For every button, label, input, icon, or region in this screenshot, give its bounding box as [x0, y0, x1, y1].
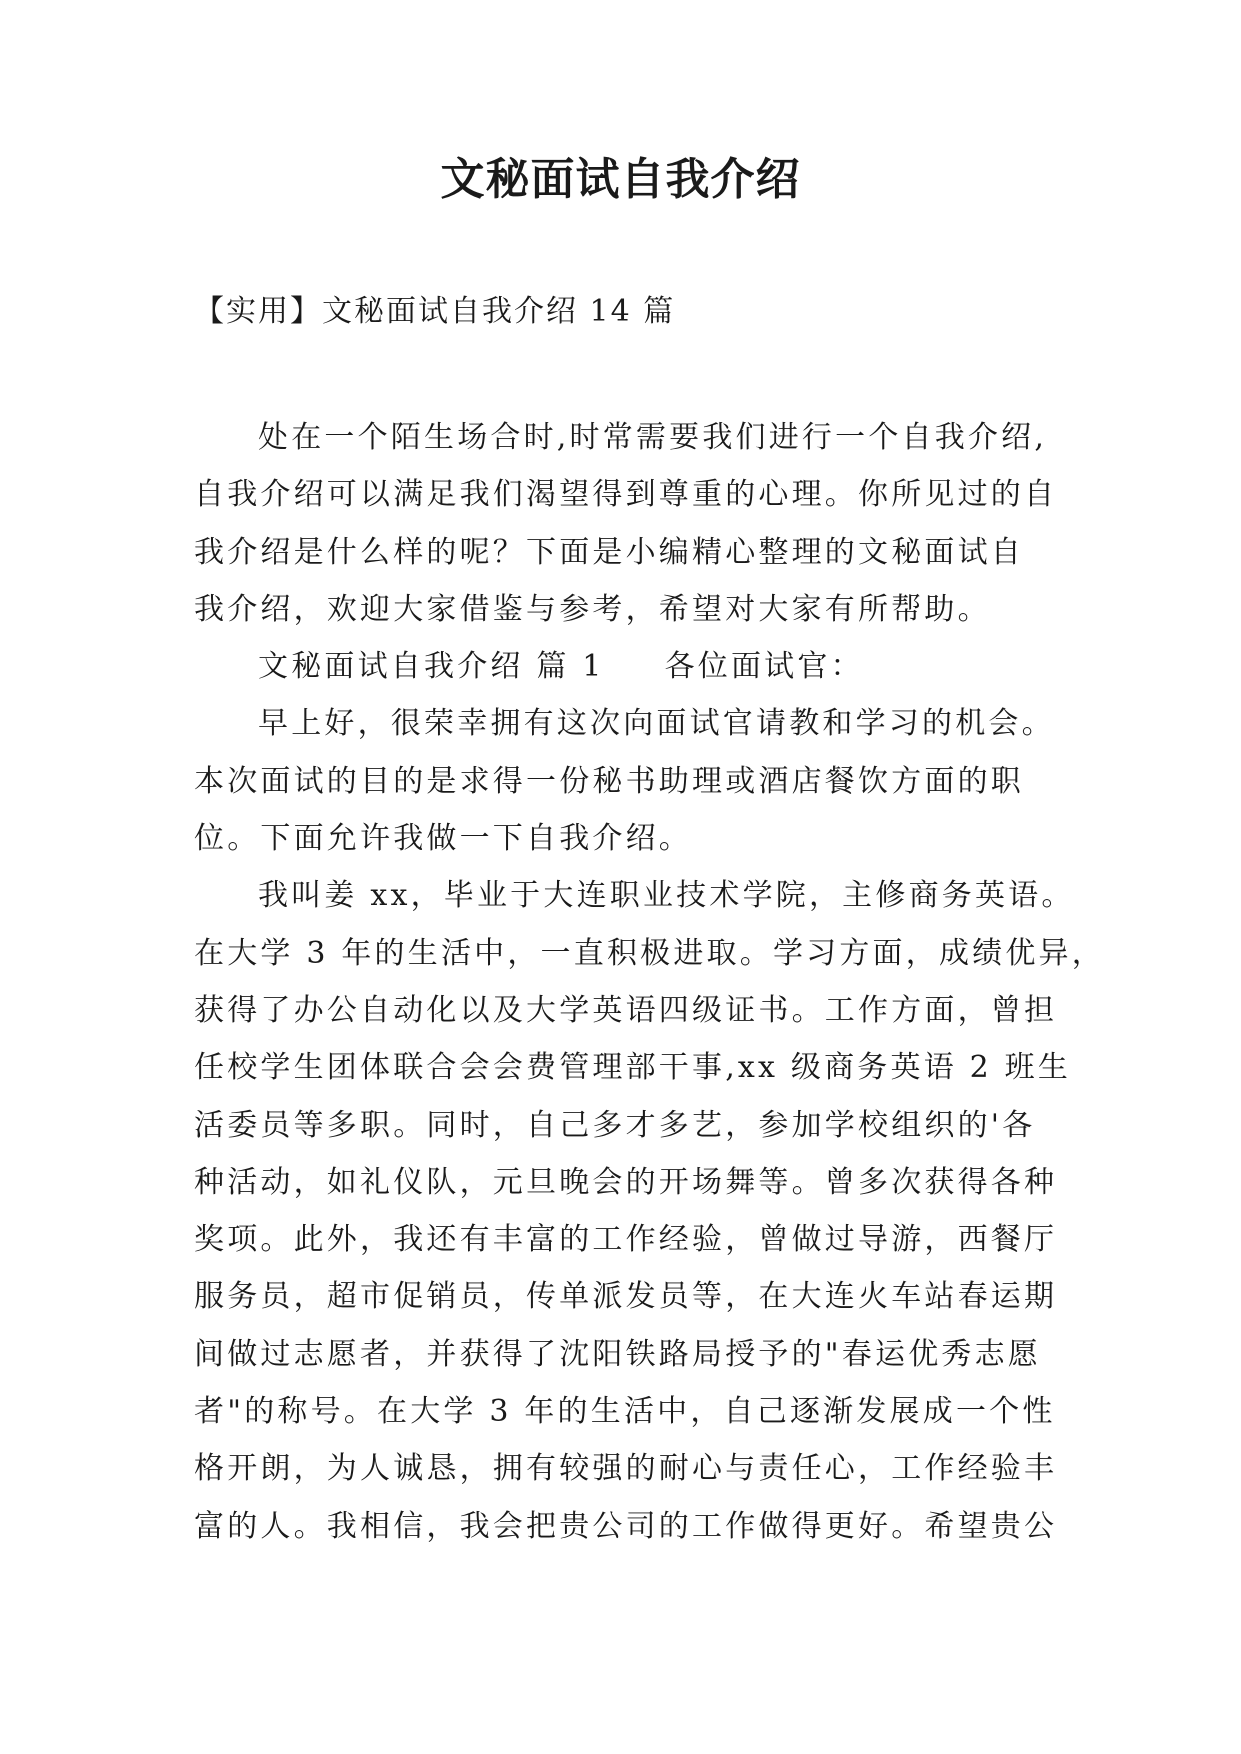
paragraph-line: 服务员，超市促销员，传单派发员等，在大连火车站春运期 [194, 1279, 1058, 1315]
intro-line: 自我介绍可以满足我们渴望得到尊重的心理。你所见过的自 [194, 477, 1058, 513]
paragraph-line: 富的人。我相信，我会把贵公司的工作做得更好。希望贵公 [194, 1508, 1058, 1544]
paragraph-line: 本次面试的目的是求得一份秘书助理或酒店餐饮方面的职 [194, 763, 1024, 799]
intro-line: 我介绍是什么样的呢？下面是小编精心整理的文秘面试自 [194, 534, 1024, 570]
salutation: 各位面试官： [664, 649, 864, 685]
paragraph-line: 奖项。此外，我还有丰富的工作经验，曾做过导游，西餐厅 [194, 1222, 1058, 1258]
section-heading: 文秘面试自我介绍 篇 1 [258, 649, 605, 685]
paragraph-line: 者"的称号。在大学 3 年的生活中，自己逐渐发展成一个性 [194, 1394, 1056, 1430]
document-body [194, 409, 1105, 1555]
paragraph-line: 获得了办公自动化以及大学英语四级证书。工作方面，曾担 [194, 992, 1058, 1028]
document-subtitle: 【实用】文秘面试自我介绍 14 篇 [194, 294, 676, 329]
paragraph-line: 活委员等多职。同时，自己多才多艺，参加学校组织的'各 [194, 1107, 1036, 1143]
paragraph-line: 格开朗，为人诚恳，拥有较强的耐心与责任心，工作经验丰 [194, 1451, 1058, 1487]
paragraph-line: 在大学 3 年的生活中，一直积极进取。学习方面，成绩优异， [194, 935, 1105, 971]
intro-line: 处在一个陌生场合时,时常需要我们进行一个自我介绍, [258, 420, 1048, 455]
paragraph-line: 我叫姜 xx，毕业于大连职业技术学院，主修商务英语。 [258, 878, 1075, 914]
paragraph-line: 位。下面允许我做一下自我介绍。 [194, 821, 692, 857]
paragraph-line: 种活动，如礼仪队，元旦晚会的开场舞等。曾多次获得各种 [194, 1164, 1058, 1200]
paragraph-line: 早上好，很荣幸拥有这次向面试官请教和学习的机会。 [258, 706, 1055, 742]
paragraph-line: 任校学生团体联合会会费管理部干事,xx 级商务英语 2 班生 [194, 1050, 1072, 1086]
section-heading-line [194, 638, 1074, 695]
intro-line: 我介绍，欢迎大家借鉴与参考，希望对大家有所帮助。 [194, 591, 991, 627]
document-title: 文秘面试自我介绍 [440, 154, 801, 205]
paragraph-line: 间做过志愿者，并获得了沈阳铁路局授予的"春运优秀志愿 [194, 1336, 1041, 1372]
